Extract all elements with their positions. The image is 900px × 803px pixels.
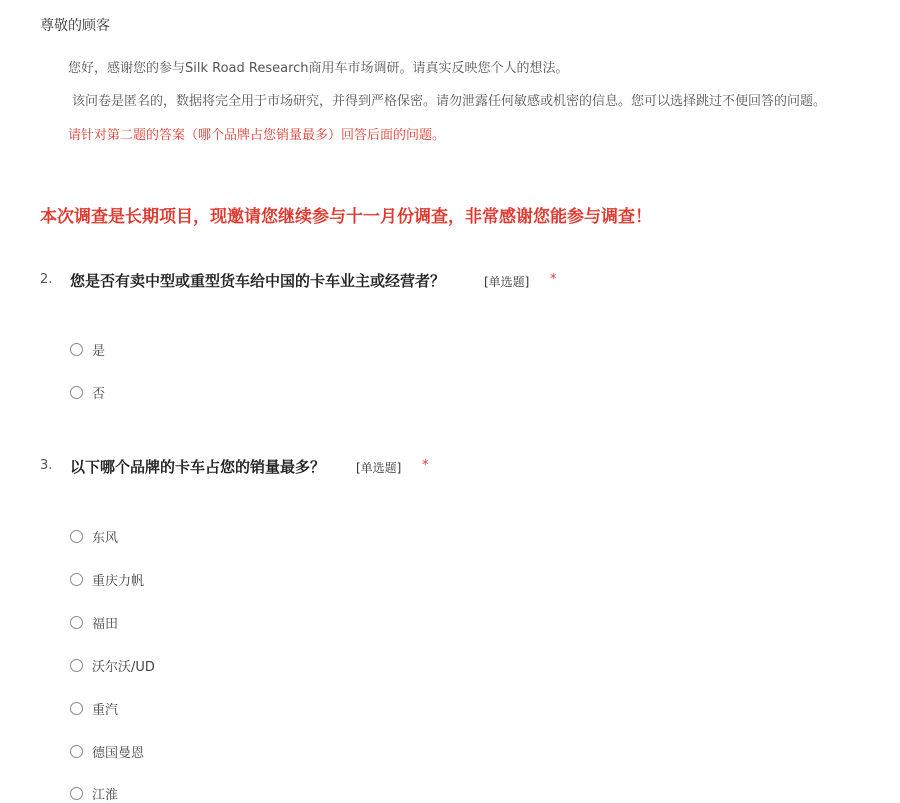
- option-label: 重汽: [92, 702, 119, 718]
- radio-button[interactable]: [70, 616, 83, 629]
- option-label: 否: [92, 386, 106, 402]
- required-mark: *: [550, 272, 557, 287]
- question-number: 3.: [40, 458, 53, 473]
- radio-button[interactable]: [70, 787, 83, 800]
- radio-option[interactable]: [70, 698, 118, 718]
- option-label: 德国曼恩: [92, 745, 145, 761]
- intro-text-2: 该问卷是匿名的，数据将完全用于市场研究，并得到严格保密。请勿泄露任何敏感或机密的信息。您可以选择跳过不便回答的问题。: [72, 94, 827, 109]
- option-label: 福田: [92, 616, 119, 632]
- radio-button[interactable]: [70, 386, 83, 399]
- option-label: 东风: [92, 530, 119, 546]
- survey-notice: 本次调查是长期项目，现邀请您继续参与十一月份调查，非常感谢您能参与调查！: [40, 207, 652, 227]
- radio-option[interactable]: [70, 741, 144, 761]
- intro-text-1: 您好，感谢您的参与Silk Road Research商用车市场调研。请真实反映您个人的想法。: [68, 61, 569, 76]
- required-mark: *: [422, 458, 429, 473]
- radio-button[interactable]: [70, 745, 83, 758]
- option-label: 江淮: [92, 787, 119, 803]
- question-type-tag: [单选题]: [484, 275, 530, 289]
- question-title: 以下哪个品牌的卡车占您的销量最多？: [70, 458, 326, 476]
- radio-button[interactable]: [70, 702, 83, 715]
- radio-option[interactable]: [70, 612, 118, 632]
- intro-text-3: 请针对第二题的答案（哪个品牌占您销量最多）回答后面的问题。: [68, 128, 446, 143]
- radio-option[interactable]: [70, 569, 144, 589]
- radio-button[interactable]: [70, 659, 83, 672]
- radio-option[interactable]: [70, 382, 105, 402]
- radio-button[interactable]: [70, 343, 83, 356]
- radio-option[interactable]: [70, 655, 155, 675]
- option-label: 沃尔沃/UD: [92, 659, 155, 675]
- radio-button[interactable]: [70, 573, 83, 586]
- question-number: 2.: [40, 272, 53, 287]
- radio-option[interactable]: [70, 339, 105, 359]
- option-label: 是: [92, 343, 106, 359]
- question-title: 您是否有卖中型或重型货车给中国的卡车业主或经营者？: [70, 272, 446, 290]
- question-type-tag: [单选题]: [356, 461, 402, 475]
- radio-button[interactable]: [70, 530, 83, 543]
- radio-option[interactable]: [70, 526, 118, 546]
- option-label: 重庆力帆: [92, 573, 145, 589]
- radio-option[interactable]: [70, 783, 118, 803]
- greeting: 尊敬的顾客: [40, 18, 110, 34]
